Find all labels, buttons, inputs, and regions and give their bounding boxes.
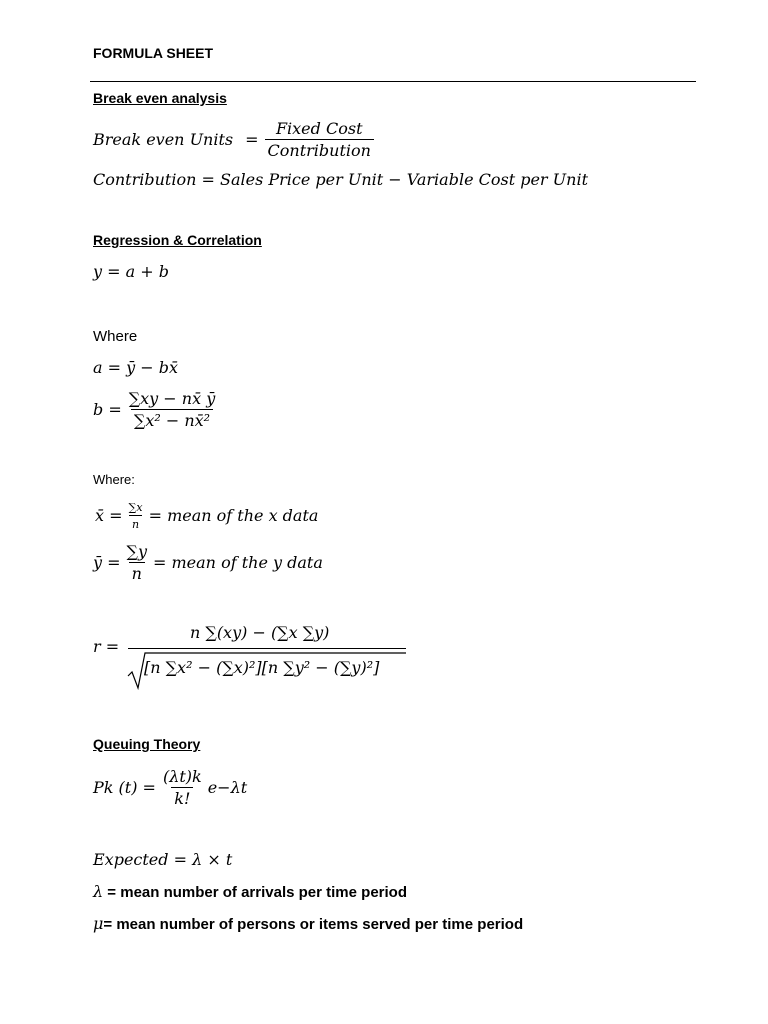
queuing-heading: Queuing Theory [93, 736, 201, 752]
contribution-formula: Contribution = Sales Price per Unit − Variable Cost per Unit [93, 170, 588, 189]
r-fraction-bar [128, 648, 406, 649]
contribution-denominator: Contribution [265, 139, 374, 159]
r-numerator: n ∑(xy) − (∑x ∑y) [190, 623, 330, 642]
where-label: Where [93, 328, 138, 345]
break-even-fraction [265, 121, 374, 159]
mu-definition-text: = mean number of persons or items served per time period [103, 916, 524, 933]
xbar-numerator: ∑x [128, 501, 143, 514]
xbar-lhs: x̄ = [95, 506, 123, 525]
lambda-definition-text: = mean number of arrivals per time period [103, 884, 407, 901]
r-lhs: r = [93, 637, 120, 656]
a-formula: a = ȳ − bx̄ [93, 358, 178, 377]
xbar-fraction [126, 502, 146, 530]
b-formula [93, 386, 218, 434]
xbar-rhs: = mean of the x data [148, 506, 319, 525]
ybar-rhs: = mean of the y data [153, 553, 323, 572]
poisson-numerator: (λt)k [162, 767, 202, 786]
r-denominator: [n ∑x² − (∑x)²][n ∑y² − (∑y)²] [144, 658, 380, 677]
ybar-denominator: n [129, 562, 145, 582]
page-title: FORMULA SHEET [93, 45, 214, 61]
ybar-lhs: ȳ = [93, 553, 121, 572]
poisson-exponential: e−λt [207, 778, 248, 797]
ybar-formula [93, 540, 323, 586]
mu-symbol: μ [93, 914, 104, 933]
regression-heading: Regression & Correlation [93, 232, 262, 248]
b-numerator: ∑xy − nx̄ ȳ [128, 389, 216, 408]
expected-formula: Expected = λ × t [93, 850, 233, 869]
poisson-denominator: k! [171, 787, 193, 807]
b-fraction [126, 391, 219, 429]
poisson-fraction [160, 769, 205, 807]
b-lhs: b = [93, 400, 122, 419]
ybar-fraction [124, 544, 150, 582]
title-divider [90, 81, 696, 82]
poisson-formula [93, 763, 247, 813]
lambda-symbol: λ [93, 882, 104, 901]
ybar-numerator: ∑y [126, 542, 147, 561]
b-denominator: ∑x² − nx̄² [131, 409, 213, 429]
regression-equation: y = a + b [93, 262, 169, 281]
where-colon-label: Where: [93, 472, 135, 487]
break-even-heading: Break even analysis [93, 90, 227, 106]
pk-lhs: Pk (t) = [93, 778, 156, 797]
xbar-denominator: n [129, 515, 142, 530]
lambda-definition [93, 884, 407, 901]
break-even-units-lhs: Break even Units [93, 130, 234, 149]
mu-definition [93, 916, 523, 933]
xbar-formula [95, 498, 318, 534]
fixed-cost-numerator: Fixed Cost [275, 119, 363, 138]
break-even-units-formula: Break even Units = $\frac{\text{Fixed Cost}}{\text{Contribution}}$ [93, 116, 374, 164]
